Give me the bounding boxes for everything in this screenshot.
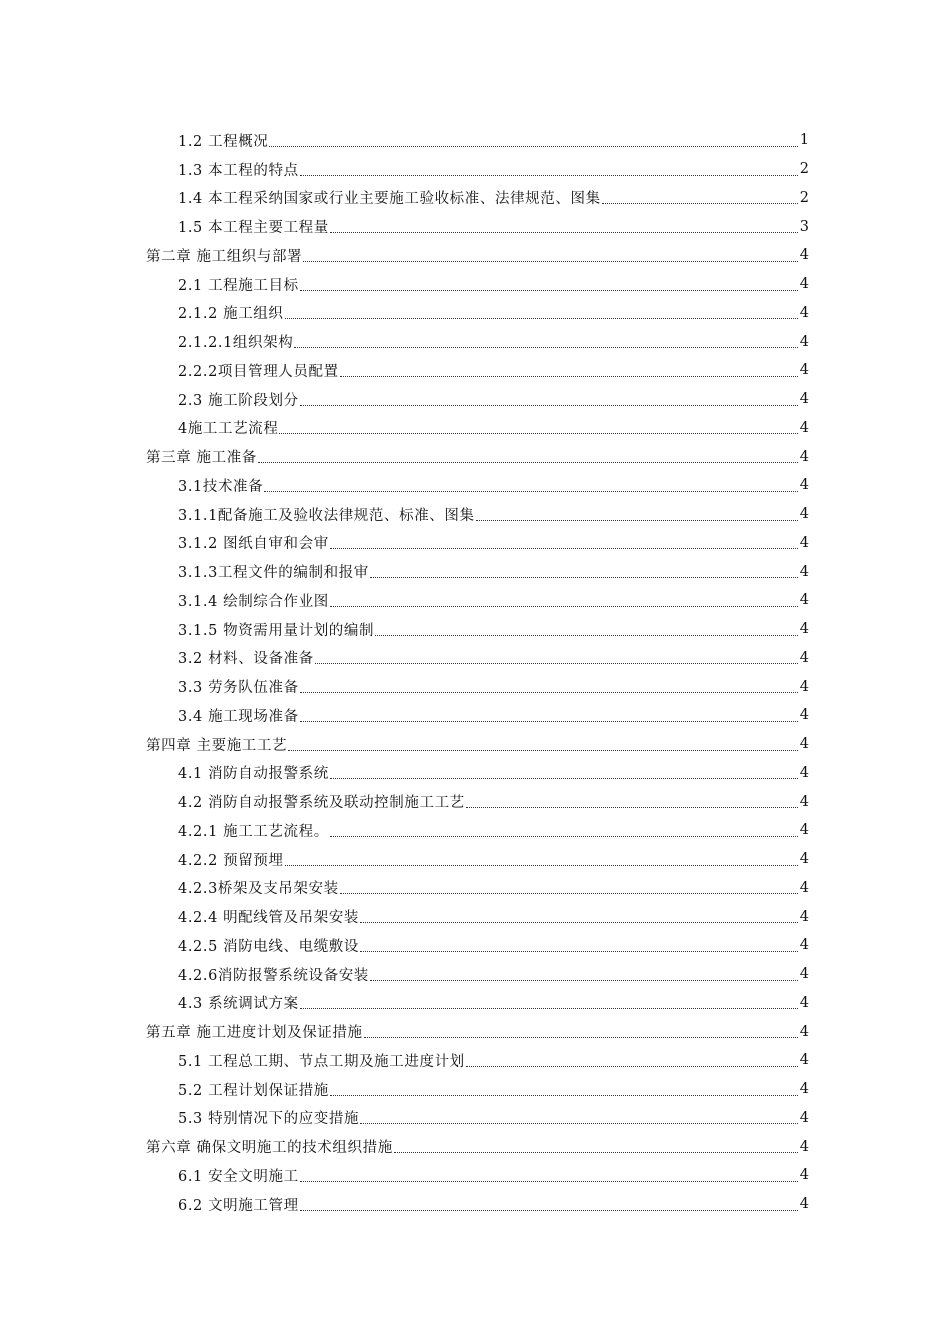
toc-entry-label: 第二章 施工组织与部署: [146, 245, 302, 266]
toc-page-number: 4: [799, 908, 809, 925]
toc-section-entry[interactable]: [0, 356, 809, 385]
toc-entry-label: 5.3 特别情况下的应变措施: [178, 1107, 359, 1128]
toc-section-entry[interactable]: [0, 787, 809, 816]
toc-section-entry[interactable]: [0, 874, 809, 903]
dot-leader: [264, 491, 798, 492]
toc-entry-label: 2.3 施工阶段划分: [178, 389, 299, 410]
toc-section-entry[interactable]: [0, 471, 809, 500]
dot-leader: [340, 893, 798, 894]
toc-page-number: 4: [799, 1023, 809, 1040]
toc-entry-label: 3.1技术准备: [178, 475, 263, 496]
dot-leader: [370, 980, 798, 981]
toc-section-entry[interactable]: [0, 529, 809, 558]
toc-chapter-entry[interactable]: [0, 1017, 809, 1046]
toc-entry-label: 第三章 施工准备: [146, 446, 257, 467]
toc-page-number: 4: [799, 477, 809, 494]
toc-section-entry[interactable]: [0, 184, 809, 213]
toc-entry-label: 6.2 文明施工管理: [178, 1194, 299, 1215]
toc-page-number: 4: [799, 592, 809, 609]
toc-page-number: 4: [799, 994, 809, 1011]
toc-section-entry[interactable]: [0, 644, 809, 673]
toc-section-entry[interactable]: [0, 931, 809, 960]
toc-section-entry[interactable]: [0, 902, 809, 931]
toc-entry-label: 2.1.2.1组织架构: [178, 331, 293, 352]
toc-entry-label: 5.2 工程计划保证措施: [178, 1079, 329, 1100]
toc-page-number: 4: [799, 649, 809, 666]
toc-section-entry[interactable]: [0, 1104, 809, 1133]
toc-page-number: 4: [799, 304, 809, 321]
toc-section-entry[interactable]: [0, 1161, 809, 1190]
dot-leader: [466, 1066, 798, 1067]
toc-entry-label: 1.2 工程概况: [178, 130, 268, 151]
toc-entry-label: 5.1 工程总工期、节点工期及施工进度计划: [178, 1050, 465, 1071]
toc-entry-label: 4.2.2 预留预埋: [178, 849, 284, 870]
toc-section-entry[interactable]: [0, 299, 809, 328]
toc-page-number: 4: [799, 506, 809, 523]
toc-section-entry[interactable]: [0, 845, 809, 874]
toc-page-number: 1: [799, 132, 809, 149]
toc-entry-label: 3.1.3工程文件的编制和报审: [178, 561, 369, 582]
toc-entry-label: 3.1.4 绘制综合作业图: [178, 590, 329, 611]
toc-page-number: 4: [799, 851, 809, 868]
toc-page-number: 4: [799, 1109, 809, 1126]
toc-page-number: 4: [799, 419, 809, 436]
toc-page-number: 4: [799, 563, 809, 580]
dot-leader: [285, 318, 798, 319]
dot-leader: [300, 1008, 798, 1009]
toc-page-number: 4: [799, 678, 809, 695]
dot-leader: [300, 721, 798, 722]
dot-leader: [602, 203, 798, 204]
dot-leader: [285, 865, 798, 866]
toc-section-entry[interactable]: [0, 1075, 809, 1104]
toc-section-entry[interactable]: [0, 126, 809, 155]
dot-leader: [476, 520, 798, 521]
toc-section-entry[interactable]: [0, 385, 809, 414]
toc-page-number: 4: [799, 362, 809, 379]
dot-leader: [330, 836, 798, 837]
toc-chapter-entry[interactable]: [0, 730, 809, 759]
dot-leader: [300, 1210, 798, 1211]
toc-entry-label: 3.3 劳务队伍准备: [178, 676, 299, 697]
dot-leader: [258, 462, 798, 463]
toc-section-entry[interactable]: [0, 212, 809, 241]
dot-leader: [300, 405, 798, 406]
toc-section-entry[interactable]: [0, 701, 809, 730]
dot-leader: [360, 922, 798, 923]
toc-entry-label: 2.1.2 施工组织: [178, 302, 284, 323]
dot-leader: [269, 146, 797, 147]
toc-entry-label: 1.5 本工程主要工程量: [178, 216, 329, 237]
dot-leader: [300, 175, 798, 176]
toc-page-number: 4: [799, 764, 809, 781]
toc-section-entry[interactable]: [0, 1190, 809, 1219]
toc-chapter-entry[interactable]: [0, 442, 809, 471]
toc-entry-label: 4.2.1 施工工艺流程。: [178, 820, 329, 841]
toc-section-entry[interactable]: [0, 615, 809, 644]
toc-entry-label: 4.2.3桥架及支吊架安装: [178, 877, 339, 898]
toc-page-number: 2: [799, 161, 809, 178]
toc-page-number: 4: [799, 1196, 809, 1213]
toc-section-entry[interactable]: [0, 270, 809, 299]
toc-entry-label: 4.2.6消防报警系统设备安装: [178, 964, 369, 985]
dot-leader: [303, 261, 798, 262]
toc-section-entry[interactable]: [0, 414, 809, 443]
dot-leader: [360, 1123, 798, 1124]
toc-section-entry[interactable]: [0, 586, 809, 615]
dot-leader: [375, 635, 798, 636]
dot-leader: [330, 1095, 798, 1096]
dot-leader: [330, 548, 798, 549]
toc-page-number: 4: [799, 707, 809, 724]
toc-page-number: 4: [799, 793, 809, 810]
toc-entry-label: 3.2 材料、设备准备: [178, 647, 314, 668]
toc-page-number: 4: [799, 247, 809, 264]
toc-entry-label: 4.2.5 消防电线、电缆敷设: [178, 935, 359, 956]
toc-page-number: 4: [799, 621, 809, 638]
toc-page-number: 4: [799, 822, 809, 839]
toc-section-entry[interactable]: [0, 1046, 809, 1075]
toc-chapter-entry[interactable]: [0, 1132, 809, 1161]
toc-section-entry[interactable]: [0, 557, 809, 586]
toc-entry-label: 4.2.4 明配线管及吊架安装: [178, 906, 359, 927]
toc-entry-label: 2.1 工程施工目标: [178, 274, 299, 295]
toc-entry-label: 3.1.1配备施工及验收法律规范、标准、图集: [178, 504, 475, 525]
toc-page-number: 4: [799, 937, 809, 954]
toc-page-number: 2: [799, 189, 809, 206]
toc-page-number: 4: [799, 966, 809, 983]
dot-leader: [315, 663, 798, 664]
toc-entry-label: 4.3 系统调试方案: [178, 992, 299, 1013]
dot-leader: [330, 232, 798, 233]
toc-entry-label: 4.2 消防自动报警系统及联动控制施工工艺: [178, 791, 465, 812]
toc-section-entry[interactable]: [0, 759, 809, 788]
toc-entry-label: 1.3 本工程的特点: [178, 159, 299, 180]
toc-section-entry[interactable]: [0, 816, 809, 845]
toc-page-number: 4: [799, 391, 809, 408]
toc-entry-label: 2.2.2项目管理人员配置: [178, 360, 339, 381]
toc-section-entry[interactable]: [0, 989, 809, 1018]
toc-page-number: 4: [799, 879, 809, 896]
dot-leader: [330, 606, 798, 607]
dot-leader: [394, 1152, 798, 1153]
toc-entry-label: 3.4 施工现场准备: [178, 705, 299, 726]
toc-page-number: 4: [799, 1138, 809, 1155]
toc-section-entry[interactable]: [0, 500, 809, 529]
toc-page-number: 4: [799, 448, 809, 465]
toc-entry-label: 6.1 安全文明施工: [178, 1165, 299, 1186]
toc-section-entry[interactable]: [0, 155, 809, 184]
dot-leader: [364, 1037, 798, 1038]
toc-page-number: 4: [799, 736, 809, 753]
toc-page-number: 3: [799, 218, 809, 235]
toc-page-number: 4: [799, 333, 809, 350]
toc-entry-label: 3.1.5 物资需用量计划的编制: [178, 619, 374, 640]
dot-leader: [360, 951, 798, 952]
toc-page-number: 4: [799, 276, 809, 293]
dot-leader: [279, 433, 797, 434]
toc-page-number: 4: [799, 1052, 809, 1069]
dot-leader: [300, 1181, 798, 1182]
toc-entry-label: 4.1 消防自动报警系统: [178, 762, 329, 783]
toc-page-number: 4: [799, 1081, 809, 1098]
toc-page-number: 4: [799, 534, 809, 551]
dot-leader: [288, 750, 798, 751]
toc-entry-label: 第六章 确保文明施工的技术组织措施: [146, 1136, 393, 1157]
toc-entry-label: 1.4 本工程采纳国家或行业主要施工验收标准、法律规范、图集: [178, 187, 601, 208]
table-of-contents: [0, 126, 950, 1219]
dot-leader: [300, 290, 798, 291]
toc-entry-label: 3.1.2 图纸自审和会审: [178, 532, 329, 553]
toc-chapter-entry[interactable]: [0, 241, 809, 270]
toc-entry-label: 第四章 主要施工工艺: [146, 734, 287, 755]
toc-section-entry[interactable]: [0, 672, 809, 701]
dot-leader: [340, 376, 798, 377]
toc-entry-label: 4施工工艺流程: [178, 417, 278, 438]
toc-section-entry[interactable]: [0, 327, 809, 356]
toc-page-number: 4: [799, 1167, 809, 1184]
dot-leader: [466, 807, 798, 808]
dot-leader: [370, 577, 798, 578]
toc-entry-label: 第五章 施工进度计划及保证措施: [146, 1021, 363, 1042]
dot-leader: [294, 347, 797, 348]
dot-leader: [330, 778, 798, 779]
dot-leader: [300, 692, 798, 693]
toc-section-entry[interactable]: [0, 960, 809, 989]
